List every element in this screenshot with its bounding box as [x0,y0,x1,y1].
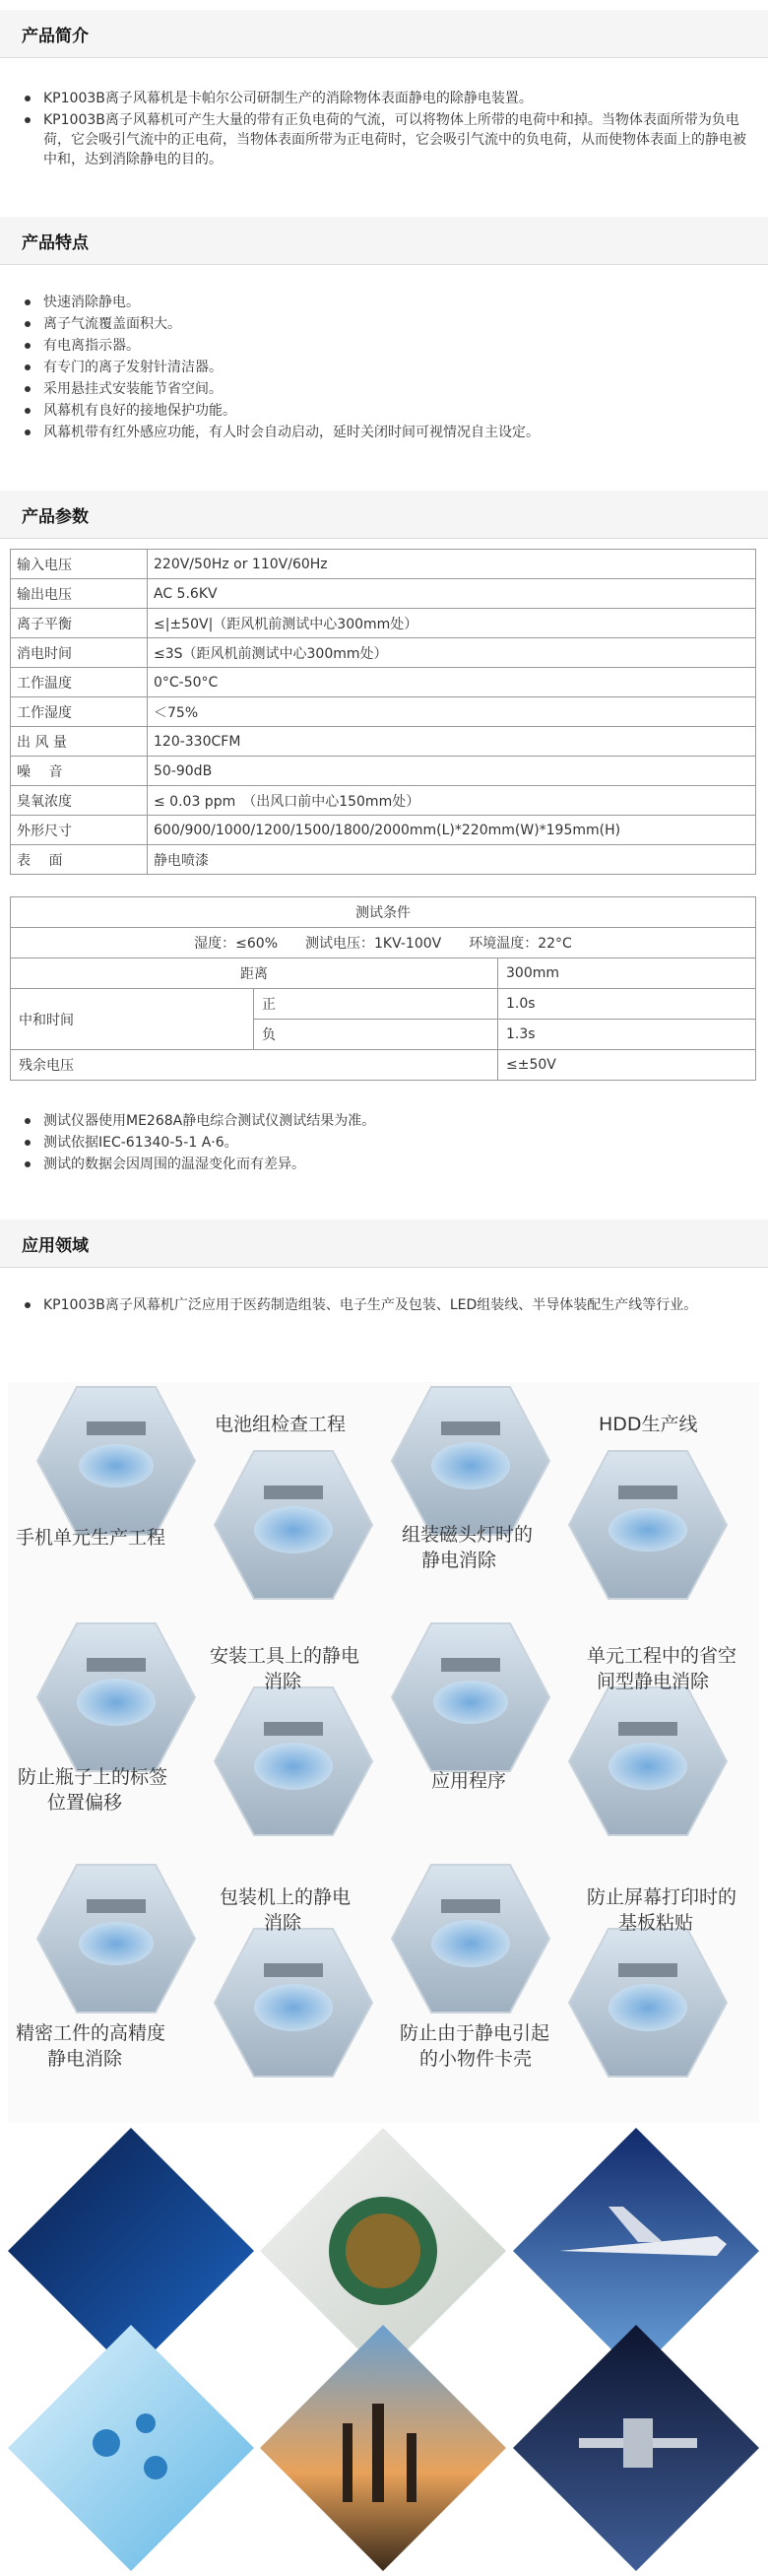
intro-header [0,10,768,58]
negative-label: 负 [254,1020,498,1050]
param-value: ≤ 0.03 ppm （出风口前中心150mm处） [148,786,756,816]
apps-item: KP1003B离子风幕机广泛应用于医药制造组装、电子生产及包装、LED组装线、半导体装配生产线等行业。 [0,1295,748,1315]
table-row [11,638,756,668]
table-row [11,727,756,757]
param-key: 消电时间 [11,638,148,668]
residual-label: 残余电压 [11,1050,498,1081]
feature-item: 风幕机带有红外感应功能，有人时会自动启动，延时关闭时间可视情况自主设定。 [0,423,748,442]
param-key: 离子平衡 [11,609,148,638]
param-key: 表 面 [11,845,148,875]
param-value: 600/900/1000/1200/1500/1800/2000mm(L)*220mm(W)*195mm(H) [148,816,756,845]
feature-item: 有专门的离子发射针清洁器。 [0,358,748,377]
label-packaging-1: 包装机上的静电 [220,1886,352,1908]
param-value: 50-90dB [148,757,756,786]
label-small-parts-1: 防止由于静电引起 [400,2022,550,2044]
positive-label: 正 [254,989,498,1020]
param-value: AC 5.6KV [148,579,756,609]
label-precision-1: 精密工件的高精度 [16,2022,166,2044]
features-list [0,293,748,444]
param-key: 臭氧浓度 [11,786,148,816]
label-hdd: HDD生产线 [599,1414,698,1435]
biotech-diamond [8,2325,254,2571]
table-row [11,757,756,786]
label-phone: 手机单元生产工程 [16,1527,166,1549]
param-key: 噪 音 [11,757,148,786]
table-row [11,609,756,638]
notes-list [0,1111,748,1176]
table-row [11,550,756,579]
label-head-light-2: 静电消除 [421,1550,497,1571]
distance-value: 300mm [498,958,756,989]
test-conditions: 湿度：≤60% 测试电压：1KV-100V 环境温度：22°C [11,928,756,958]
industry-illustration [8,2128,759,2571]
positive-value: 1.0s [498,989,756,1020]
feature-item: 有电离指示器。 [0,336,748,356]
param-key: 出 风 量 [11,727,148,757]
table-row [11,845,756,875]
table-row [11,697,756,727]
label-screen-print-1: 防止屏幕打印时的 [587,1886,737,1908]
param-key: 输出电压 [11,579,148,609]
negative-value: 1.3s [498,1020,756,1050]
label-packaging-2: 消除 [264,1912,302,1934]
label-bottle-1: 防止瓶子上的标签 [18,1766,168,1788]
param-value: ＜75% [148,697,756,727]
params-title: 产品参数 [22,507,89,527]
test-header: 测试条件 [11,897,756,928]
intro-title: 产品简介 [22,27,89,46]
note-item: 测试的数据会因周围的温湿变化而有差异。 [0,1155,748,1174]
param-key: 工作湿度 [11,697,148,727]
label-tools-1: 安装工具上的静电 [210,1645,360,1667]
param-key: 外形尺寸 [11,816,148,845]
param-value: 120-330CFM [148,727,756,757]
params-table [10,549,756,875]
neutral-time-label: 中和时间 [11,989,254,1050]
label-battery: 电池组检查工程 [215,1414,347,1435]
param-value: 0°C-50°C [148,668,756,697]
table-row [11,816,756,845]
apps-title: 应用领域 [22,1236,89,1256]
param-value: ≤3S（距风机前测试中心300mm处） [148,638,756,668]
param-value: 静电喷漆 [148,845,756,875]
label-head-light-1: 组装磁头灯时的 [402,1524,534,1546]
param-value: ≤|±50V|（距风机前测试中心300mm处） [148,609,756,638]
note-item: 测试仪器使用ME268A静电综合测试仪测试结果为准。 [0,1111,748,1131]
params-header [0,491,768,539]
feature-item: 快速消除静电。 [0,293,748,312]
label-bottle-2: 位置偏移 [47,1792,123,1814]
test-table [10,896,756,1081]
table-row [11,786,756,816]
feature-item: 离子气流覆盖面积大。 [0,314,748,334]
feature-item: 采用悬挂式安装能节省空间。 [0,379,748,399]
intro-item: KP1003B离子风幕机可产生大量的带有正负电荷的气流，可以将物体上所带的电荷中和掉。当物体表面所带为负电荷，它会吸引气流中的正电荷，当物体表面所带为正电荷时，它会吸引气流中的负电荷，从而使物体表面上的静电被中和，达到消除静电的目的。 [0,110,748,169]
intro-item: KP1003B离子风幕机是卡帕尔公司研制生产的消除物体表面静电的除静电装置。 [0,89,748,108]
param-key: 工作温度 [11,668,148,697]
label-precision-2: 静电消除 [47,2048,123,2070]
label-application: 应用程序 [431,1770,507,1792]
residual-value: ≤±50V [498,1050,756,1081]
features-title: 产品特点 [22,233,89,253]
feature-item: 风幕机有良好的接地保护功能。 [0,401,748,421]
application-collage [8,1382,759,2123]
label-unit-2: 间型静电消除 [597,1671,710,1692]
apps-header [0,1220,768,1268]
param-value: 220V/50Hz or 110V/60Hz [148,550,756,579]
industry-images [8,2128,759,2571]
table-row [11,668,756,697]
note-item: 测试依据IEC-61340-5-1 A·6。 [0,1133,748,1153]
label-small-parts-2: 的小物件卡壳 [419,2048,533,2070]
intro-list [0,89,748,171]
label-unit-1: 单元工程中的省空 [587,1645,737,1667]
distance-label: 距离 [11,958,498,989]
label-tools-2: 消除 [264,1671,302,1692]
param-key: 输入电压 [11,550,148,579]
features-header [0,217,768,265]
label-screen-print-2: 基板粘贴 [618,1912,694,1934]
apps-list [0,1295,748,1317]
collage-illustration [8,1382,759,2123]
table-row [11,579,756,609]
